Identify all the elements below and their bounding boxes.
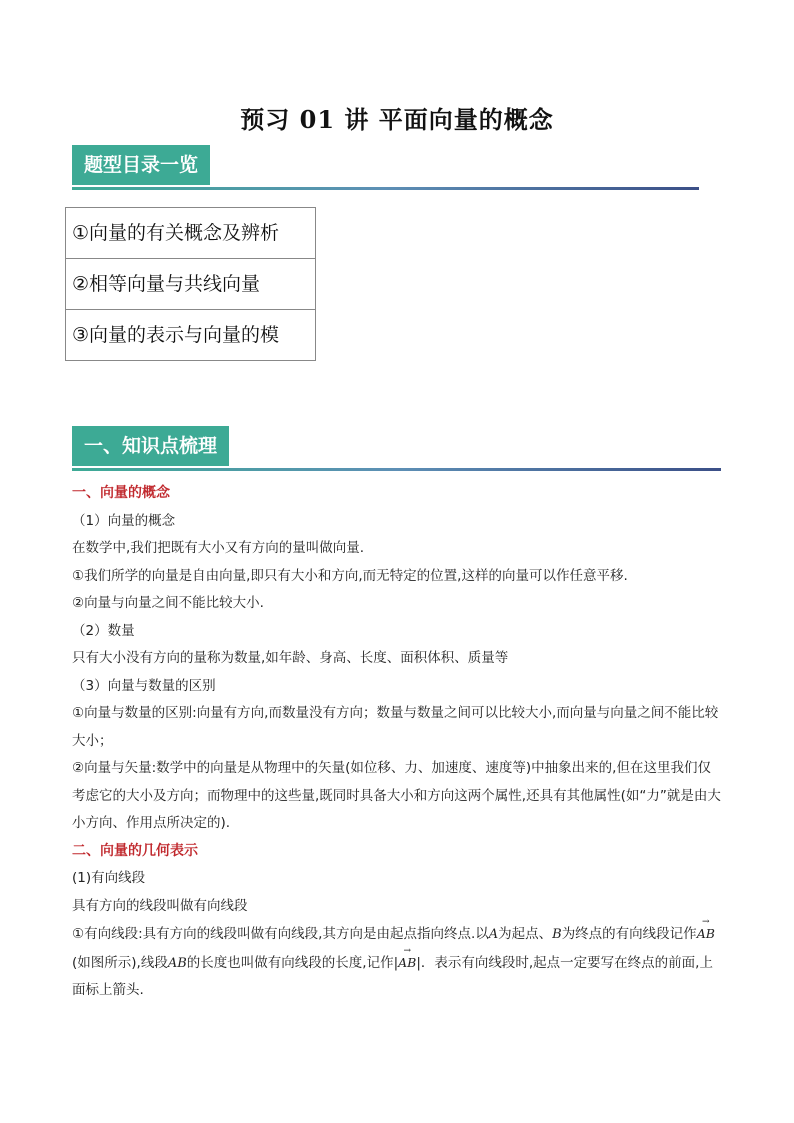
section-title-geometry: 二、向量的几何表示 (72, 842, 198, 859)
subheading: （3）向量与数量的区别 (72, 677, 216, 694)
text-run: ①有向线段:具有方向的线段叫做有向线段,其方向是由起点指向终点.以 (72, 926, 489, 942)
text-run: |．表示有向线段时,起点一定要写在终点的前面,上面标上箭头. (72, 954, 713, 998)
toc-section-heading: 题型目录一览 (72, 145, 210, 185)
text-run: (如图所示),线段 (72, 954, 168, 971)
subheading: (1)有向线段 (72, 870, 146, 886)
subheading: （1）向量的概念 (72, 512, 176, 529)
body-content (72, 480, 722, 1005)
paragraph: 只有大小没有方向的量称为数量,如年龄、身高、长度、面积体积、质量等 (72, 650, 509, 666)
paragraph: 在数学中,我们把既有大小又有方向的量叫做向量. (72, 540, 365, 556)
point-label-a: A (488, 927, 499, 942)
section-title-concept: 一、向量的概念 (72, 485, 170, 501)
toc-table (65, 207, 316, 361)
vector-ab-magnitude: → AB (398, 949, 416, 977)
point-label-b: B (552, 927, 562, 942)
vector-ab: → AB (697, 920, 715, 948)
text-run: 为起点、 (498, 926, 553, 942)
toc-item[interactable]: ③向量的表示与向量的模 (72, 324, 280, 346)
paragraph: ②向量与向量之间不能比较大小. (72, 595, 264, 611)
toc-item[interactable]: ①向量的有关概念及辨析 (66, 208, 315, 259)
text-run: 为终点的有向线段记作 (561, 926, 697, 942)
toc-section-rule (72, 187, 699, 190)
page-title: 预习 01 讲 平面向量的概念 (240, 105, 554, 134)
paragraph: ②向量与矢量:数学中的向量是从物理中的矢量(如位移、力、加速度、速度等)中抽象出来的,但在这里我们仅考虑它的大小及方向；而物理中的这些量,既同时具备大小和方向这两个属性,还具有其他属性(如“力”就是由大小方向、作用点所决定的). (72, 760, 721, 831)
knowledge-section-rule (72, 468, 721, 471)
paragraph: ①向量与数量的区别:向量有方向,而数量没有方向；数量与数量之间可以比较大小,而向量与向量之间不能比较大小； (72, 705, 719, 749)
subheading: （2）数量 (72, 622, 135, 639)
paragraph-directed-segment (72, 920, 722, 1005)
knowledge-section-heading: 一、知识点梳理 (72, 426, 229, 466)
text-run: 的长度也叫做有向线段的长度,记作| (186, 954, 399, 971)
paragraph: 具有方向的线段叫做有向线段 (72, 897, 248, 914)
segment-ab: AB (167, 955, 187, 971)
paragraph: ①我们所学的向量是自由向量,即只有大小和方向,而无特定的位置,这样的向量可以作任意平移. (72, 567, 628, 584)
toc-item[interactable]: ②相等向量与共线向量 (66, 259, 315, 310)
